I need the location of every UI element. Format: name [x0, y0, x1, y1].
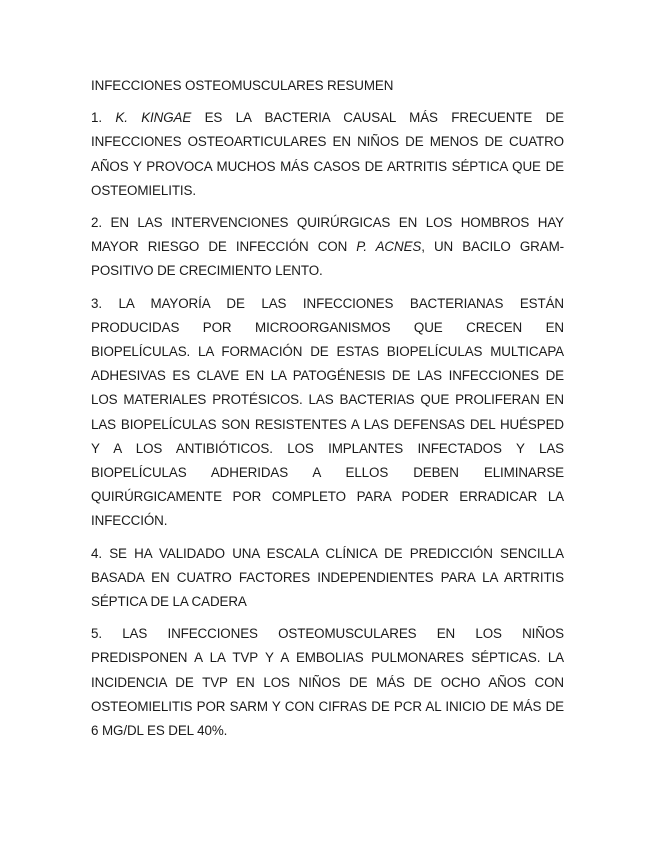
paragraph-1-prefix: 1.	[91, 110, 116, 126]
paragraph-2-prefix: 2. EN LAS INTERVENCIONES QUIRÚRGICAS EN LOS HOMBROS HAY MAYOR RIESGO DE INFECCIÓN CON	[91, 215, 564, 255]
document-title: INFECCIONES OSTEOMUSCULARES RESUMEN	[91, 78, 394, 93]
paragraph-5: 5. LAS INFECCIONES OSTEOMUSCULARES EN LOS NIÑOS PREDISPONEN A LA TVP Y A EMBOLIAS PULMONARES SÉPTICAS. LA INCIDENCIA DE TVP EN LOS NIÑOS DE MÁS DE OCHO AÑOS CON OSTEOMIELITIS POR SARM Y CON CIFRAS DE PCR AL INICIO DE MÁS DE 6 MG/DL ES DEL 40%.	[91, 626, 564, 739]
paragraph-1	[91, 106, 564, 203]
paragraph-2-italic-term: P. ACNES	[356, 239, 422, 255]
paragraph-1-text: ES LA BACTERIA CAUSAL MÁS FRECUENTE DE INFECCIONES OSTEOARTICULARES EN NIÑOS DE MENOS DE CUATRO AÑOS Y PROVOCA MUCHOS MÁS CASOS DE ARTRITIS SÉPTICA QUE DE OSTEOMIELITIS.	[91, 110, 564, 198]
paragraph-1-italic-term: K. KINGAE	[115, 110, 192, 126]
paragraph-4: 4. SE HA VALIDADO UNA ESCALA CLÍNICA DE PREDICCIÓN SENCILLA BASADA EN CUATRO FACTORES INDEPENDIENTES PARA LA ARTRITIS SÉPTICA DE LA CADERA	[91, 545, 564, 610]
document-page	[91, 74, 564, 751]
paragraph-2	[91, 211, 564, 284]
paragraph-2-text: , UN BACILO GRAM-POSITIVO DE CRECIMIENTO LENTO.	[91, 239, 564, 279]
paragraph-3: 3. LA MAYORÍA DE LAS INFECCIONES BACTERIANAS ESTÁN PRODUCIDAS POR MICROORGANISMOS QUE CRECEN EN BIOPELÍCULAS. LA FORMACIÓN DE ESTAS BIOPELÍCULAS MULTICAPA ADHESIVAS ES CLAVE EN LA PATOGÉNESIS DE LAS INFECCIONES DE LOS MATERIALES PROTÉSICOS. LAS BACTERIAS QUE PROLIFERAN EN LAS BIOPELÍCULAS SON RESISTENTES A LAS DEFENSAS DEL HUÉSPED Y A LOS ANTIBIÓTICOS. LOS IMPLANTES INFECTADOS Y LAS BIOPELÍCULAS ADHERIDAS A ELLOS DEBEN ELIMINARSE QUIRÚRGICAMENTE POR COMPLETO PARA PODER ERRADICAR LA INFECCIÓN.	[91, 295, 564, 529]
